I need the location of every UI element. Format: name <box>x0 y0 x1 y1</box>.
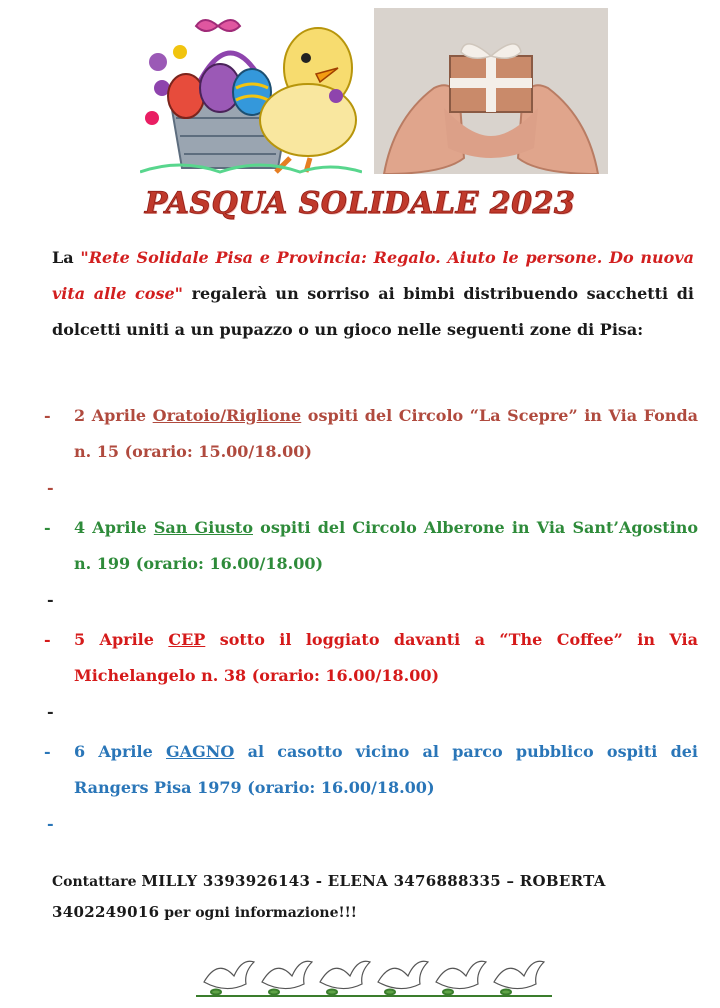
intro-prefix: La <box>52 248 81 267</box>
item-zone: GAGNO <box>166 742 235 761</box>
item-date: 4 Aprile <box>74 518 154 537</box>
list-dash: - <box>44 406 51 425</box>
list-item-gagno <box>44 734 698 806</box>
list-item-cep <box>44 622 698 694</box>
list-separator: - <box>47 702 54 721</box>
item-date: 6 Aprile <box>74 742 167 761</box>
list-dash: - <box>44 518 51 537</box>
contacts-block <box>52 866 702 928</box>
contacts-names: MILLY 3393926143 - ELENA 3476888335 – ROBERTA <box>141 872 606 890</box>
contacts-lead: Contattare <box>52 874 142 890</box>
contacts-number: 3402249016 <box>52 903 160 921</box>
item-details: ospiti del Circolo “La Scepre” in Via Fonda n. 15 (orario: 15.00/18.00) <box>74 406 698 461</box>
list-dash: - <box>44 630 51 649</box>
hands-gift-image <box>374 8 608 174</box>
list-item-san-giusto <box>44 510 698 582</box>
contacts-info: per ogni informazione!!! <box>159 905 357 921</box>
network-name: "Rete Solidale Pisa e Provincia: Regalo. Aiuto le persone. Do nuova vita alle cose" <box>52 248 695 303</box>
item-details: al casotto vicino al parco pubblico ospiti dei Rangers Pisa 1979 (orario: 16.00/18.00) <box>74 742 699 797</box>
item-zone: Oratoio/Riglione <box>152 406 302 425</box>
page-title: PASQUA SOLIDALE 2023 <box>144 186 576 221</box>
item-details: sotto il loggiato davanti a “The Coffee” in Via Michelangelo n. 38 (orario: 16.00/18.00) <box>74 630 698 685</box>
intro-suffix: regalerà un sorriso ai bimbi distribuendo sacchetti di dolcetti uniti a un pupazzo o un gioco nelle seguenti zone di Pisa: <box>52 284 694 339</box>
doves-decoration <box>196 952 552 1004</box>
item-details: ospiti del Circolo Alberone in Via Sant’Agostino n. 199 (orario: 16.00/18.00) <box>74 518 699 573</box>
list-dash: - <box>44 742 51 761</box>
contacts-line-2 <box>52 897 702 928</box>
contacts-line-1 <box>52 866 702 897</box>
item-date: 2 Aprile <box>74 406 153 425</box>
list-separator: - <box>47 814 54 833</box>
list-separator: - <box>47 478 54 497</box>
item-zone: CEP <box>168 630 206 649</box>
item-date: 5 Aprile <box>74 630 169 649</box>
list-separator: - <box>47 590 54 609</box>
item-zone: San Giusto <box>153 518 253 537</box>
list-item-oratoio <box>44 398 698 470</box>
easter-basket-chick-image <box>140 8 362 174</box>
intro-paragraph <box>52 240 694 348</box>
